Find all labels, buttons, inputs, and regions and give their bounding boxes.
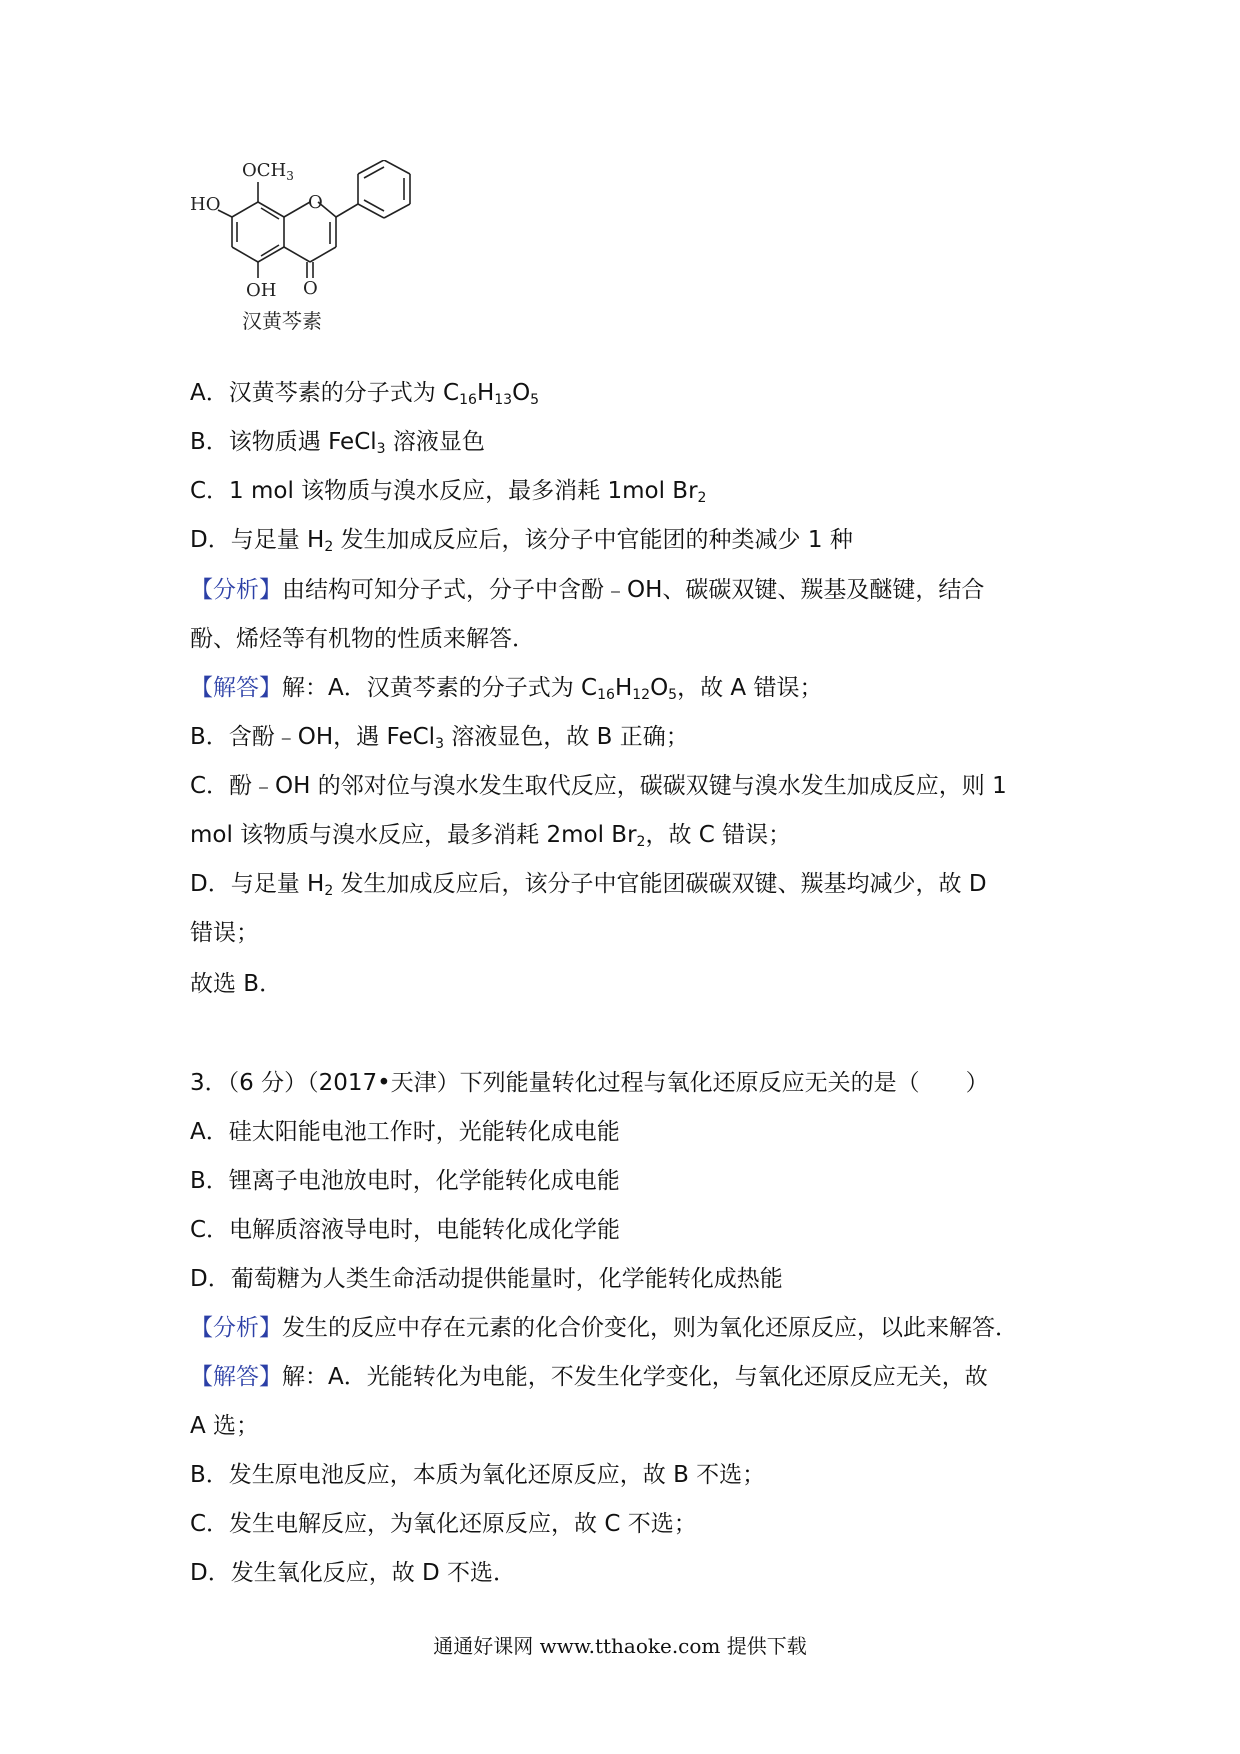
q3-answer: 【解答】解：A．光能转化为电能，不发生化学变化，与氧化还原反应无关，故 <box>190 1364 988 1390</box>
q2-analysis-cont: 酚、烯烃等有机物的性质来解答． <box>190 626 535 652</box>
label-ho: HO <box>190 194 221 215</box>
q2-answer-b: B．含酚﹣OH，遇 FeCl$_3$ 溶液显色，故 B 正确； <box>190 724 689 752</box>
q2-final-choice: 故选 B． <box>190 971 283 997</box>
label-ketone-oxygen: O <box>303 278 318 299</box>
page-footer: 通通好课网 www.tthaoke.com 提供下载 <box>433 1634 807 1658</box>
analysis-tag: 【分析】 <box>190 577 282 603</box>
q2-answer-d: D．与足量 $H_2$ 发生加成反应后，该分子中官能团碳碳双键、羰基均减少，故 D <box>190 871 987 899</box>
q3-analysis: 【分析】发生的反应中存在元素的化合价变化，则为氧化还原反应，以此来解答． <box>190 1315 1018 1341</box>
q2-option-d: D．与足量 $H_2$ 发生加成反应后，该分子中官能团的种类减少 1 种 <box>190 527 853 555</box>
q3-option-a: A．硅太阳能电池工作时，光能转化成电能 <box>190 1119 620 1145</box>
q3-answer-b: B．发生原电池反应，本质为氧化还原反应，故 B 不选； <box>190 1462 766 1488</box>
q2-answer-c: C．酚﹣OH 的邻对位与溴水发生取代反应，碳碳双键与溴水发生加成反应，则 1 <box>190 773 1007 799</box>
q2-answer-d-cont: 错误； <box>190 920 259 946</box>
q3-option-c: C．电解质溶液导电时，电能转化成化学能 <box>190 1217 621 1243</box>
q3-answer-c: C．发生电解反应，为氧化还原反应，故 C 不选； <box>190 1511 697 1537</box>
answer-tag: 【解答】 <box>190 675 282 701</box>
q3-answer-a-cont: A 选； <box>190 1413 260 1439</box>
label-oh: OH <box>246 280 277 301</box>
q2-answer: 【解答】解：A．汉黄芩素的分子式为 $C_{16}H_{12}O_5$，故 A 错误； <box>190 675 823 703</box>
q2-answer-c-cont: mol 该物质与溴水反应，最多消耗 2mol $Br_2$，故 C 错误； <box>190 822 792 850</box>
q2-option-c: C．1 mol 该物质与溴水反应，最多消耗 1mol $Br_2$ <box>190 478 707 506</box>
answer-tag: 【解答】 <box>190 1364 282 1390</box>
q3-option-b: B．锂离子电池放电时，化学能转化成电能 <box>190 1168 620 1194</box>
q2-option-a: A．汉黄芩素的分子式为 $C_{16}H_{13}O_5$ <box>190 380 540 408</box>
analysis-tag: 【分析】 <box>190 1315 282 1341</box>
q2-analysis: 【分析】由结构可知分子式，分子中含酚﹣OH、碳碳双键、羰基及醚键，结合 <box>190 577 985 603</box>
molecule-structure-figure <box>190 160 450 360</box>
q3-option-d: D．葡萄糖为人类生命活动提供能量时，化学能转化成热能 <box>190 1266 783 1292</box>
figure-caption: 汉黄芩素 <box>242 309 322 333</box>
q3-stem: 3．（6 分）（2017•天津）下列能量转化过程与氧化还原反应无关的是（ ） <box>190 1070 989 1096</box>
label-ring-oxygen: O <box>308 192 323 213</box>
q2-option-b: B．该物质遇 FeCl$_3$ 溶液显色 <box>190 429 485 457</box>
label-och3: $OCH_3$ <box>242 160 294 183</box>
q3-answer-d: D．发生氧化反应，故 D 不选． <box>190 1560 517 1586</box>
